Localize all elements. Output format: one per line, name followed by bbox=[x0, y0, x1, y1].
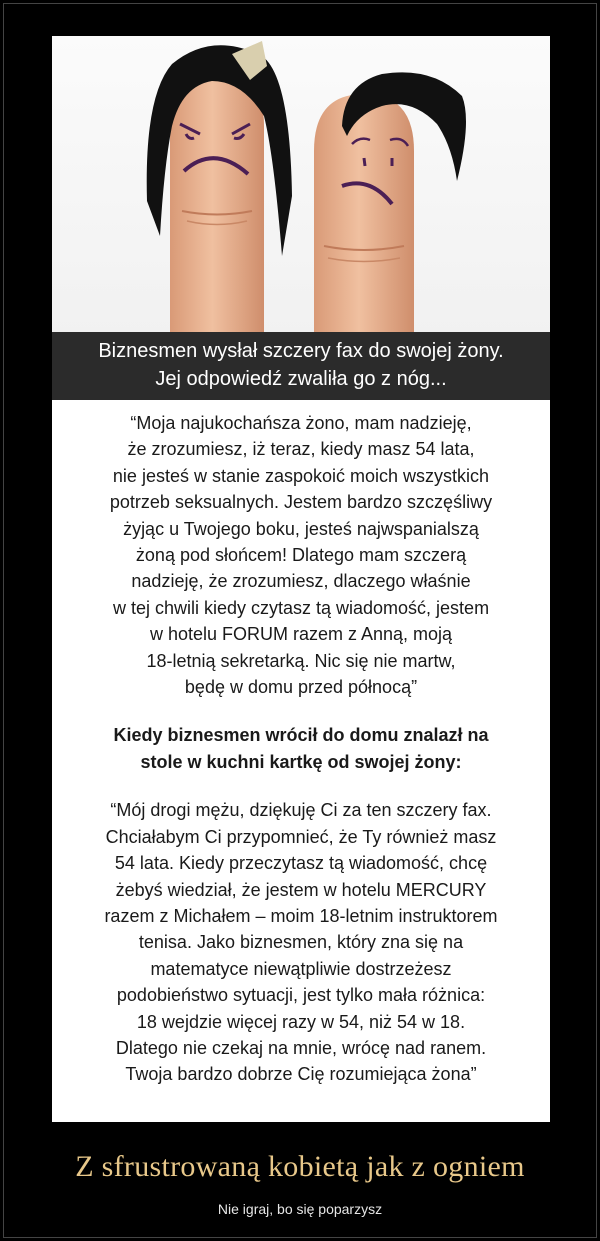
text-line: Twoja bardzo dobrze Cię rozumiejąca żona” bbox=[125, 1064, 477, 1085]
text-line: 54 lata. Kiedy przeczytasz tą wiadomość, chcę bbox=[114, 853, 488, 874]
text-line: 18 wejdzie więcej razy w 54, niż 54 w 18. bbox=[136, 1011, 466, 1032]
caption-line-1: Biznesmen wysłał szczery fax do swojej żony. bbox=[98, 340, 504, 362]
story-text bbox=[52, 400, 550, 1088]
text-line: matematyce niewątpliwie dostrzeżesz bbox=[150, 958, 452, 979]
text-line: “Mój drogi mężu, dziękuję Ci za ten szczery fax. bbox=[110, 800, 492, 821]
wife-reply bbox=[60, 797, 542, 1087]
text-line: żyjąc u Twojego boku, jesteś najwspanialszą bbox=[123, 518, 479, 539]
text-line: że zrozumiesz, iż teraz, kiedy masz 54 lata, bbox=[127, 439, 475, 460]
text-line: tenisa. Jako biznesmen, który zna się na bbox=[138, 932, 464, 953]
heading-line: stole w kuchni kartkę od swojej żony: bbox=[140, 751, 462, 772]
caption-line-2: Jej odpowiedź zwaliła go z nóg... bbox=[155, 368, 447, 390]
text-line: razem z Michałem – moim 18-letnim instruktorem bbox=[104, 905, 498, 926]
text-line: żebyś wiedział, że jestem w hotelu MERCURY bbox=[115, 879, 487, 900]
text-line: będę w domu przed północą” bbox=[184, 677, 418, 698]
caption-bar bbox=[52, 332, 550, 400]
text-line: podobieństwo sytuacji, jest tylko mała różnica: bbox=[116, 985, 486, 1006]
text-line: potrzeb seksualnych. Jestem bardzo szczęśliwy bbox=[109, 492, 493, 513]
poster-card bbox=[52, 36, 550, 1122]
poster-title: Z sfrustrowaną kobietą jak z ogniem bbox=[75, 1150, 525, 1183]
text-line: nadzieję, że zrozumiesz, dlaczego właśnie bbox=[131, 571, 471, 592]
text-line: Chciałabym Ci przypomnieć, że Ty również masz bbox=[105, 826, 497, 847]
sad-finger bbox=[314, 72, 466, 336]
heading-line: Kiedy biznesmen wrócił do domu znalazł na bbox=[113, 725, 489, 746]
text-line: w hotelu FORUM razem z Anną, moją bbox=[149, 624, 453, 645]
text-line: w tej chwili kiedy czytasz tą wiadomość, jestem bbox=[112, 597, 490, 618]
poster-subtitle: Nie igraj, bo się poparzysz bbox=[217, 1201, 383, 1217]
text-line: żoną pod słońcem! Dlatego mam szczerą bbox=[135, 545, 467, 566]
husband-fax bbox=[60, 410, 542, 700]
text-line: “Moja najukochańsza żono, mam nadzieję, bbox=[130, 413, 472, 433]
text-line: Dlatego nie czekaj na mnie, wrócę nad ranem. bbox=[115, 1037, 487, 1058]
finger-puppets-photo bbox=[52, 36, 550, 336]
finger-faces-illustration bbox=[52, 36, 550, 336]
text-line: 18-letnią sekretarką. Nic się nie martw, bbox=[146, 650, 456, 671]
story-heading bbox=[60, 722, 542, 775]
angry-finger bbox=[147, 41, 292, 336]
text-line: nie jesteś w stanie zaspokoić moich wszystkich bbox=[112, 465, 490, 486]
